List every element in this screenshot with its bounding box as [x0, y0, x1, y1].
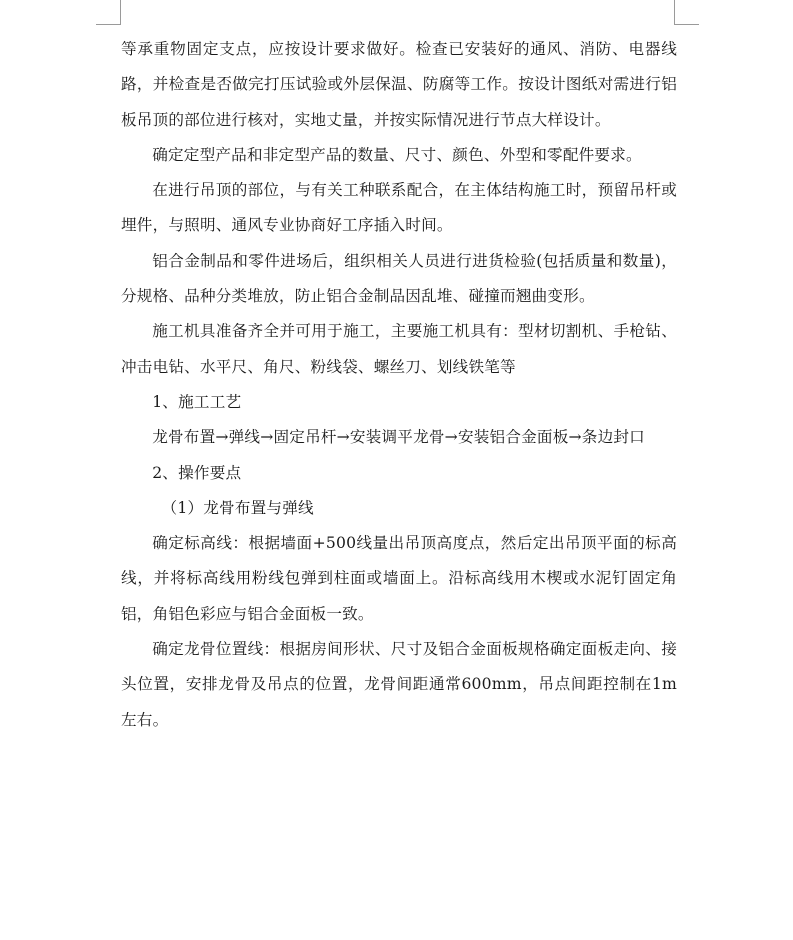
heading-construction-process: 1、施工工艺 [152, 392, 242, 411]
paragraph-keel-position: 确定龙骨位置线：根据房间形状、尺寸及铝合金面板规格确定面板走向、接头位置，安排龙骨及吊点的位置，龙骨间距通常600mm，吊点间距控制在1m左右。 [121, 640, 677, 729]
crop-mark-left-horizontal [96, 24, 121, 25]
paragraph-inspection: 铝合金制品和零件进场后，组织相关人员进行进货检验(包括质量和数量)，分规格、品种分类堆放，防止铝合金制品因乱堆、碰撞而翘曲变形。 [121, 251, 677, 306]
crop-mark-right-vertical [674, 0, 675, 24]
crop-mark-right-horizontal [674, 24, 699, 25]
paragraph-coordination: 在进行吊顶的部位，与有关工种联系配合，在主体结构施工时，预留吊杆或埋件，与照明、通风专业协商好工序插入时间。 [121, 181, 677, 235]
paragraph-process-flow: 龙骨布置→弹线→固定吊杆→安装调平龙骨→安装铝合金面板→条边封口 [152, 428, 645, 447]
paragraph-tools: 施工机具准备齐全并可用于施工，主要施工机具有：型材切割机、手枪钻、冲击电钻、水平尺、角尺、粉线袋、螺丝刀、划线铁笔等 [121, 322, 677, 376]
paragraph-elevation-line: 确定标高线：根据墙面+500线量出吊顶高度点，然后定出吊顶平面的标高线，并将标高线用粉线包弹到柱面或墙面上。沿标高线用木楔或水泥钉固定角铝，角铝色彩应与铝合金面板一致。 [121, 534, 677, 623]
paragraph-product-requirements: 确定定型产品和非定型产品的数量、尺寸、颜色、外型和零配件要求。 [152, 145, 642, 164]
crop-mark-left-vertical [120, 0, 121, 24]
subheading-keel-layout: （1）龙骨布置与弹线 [161, 498, 314, 517]
heading-key-operations: 2、操作要点 [152, 463, 242, 482]
document-body[interactable] [121, 32, 677, 738]
paragraph-continuation: 等承重物固定支点，应按设计要求做好。检查已安装好的通风、消防、电器线路，并检查是否做完打压试验或外层保温、防腐等工作。按设计图纸对需进行铝板吊顶的部位进行核对，实地丈量，并按实际情况进行节点大样设计。 [121, 40, 677, 129]
